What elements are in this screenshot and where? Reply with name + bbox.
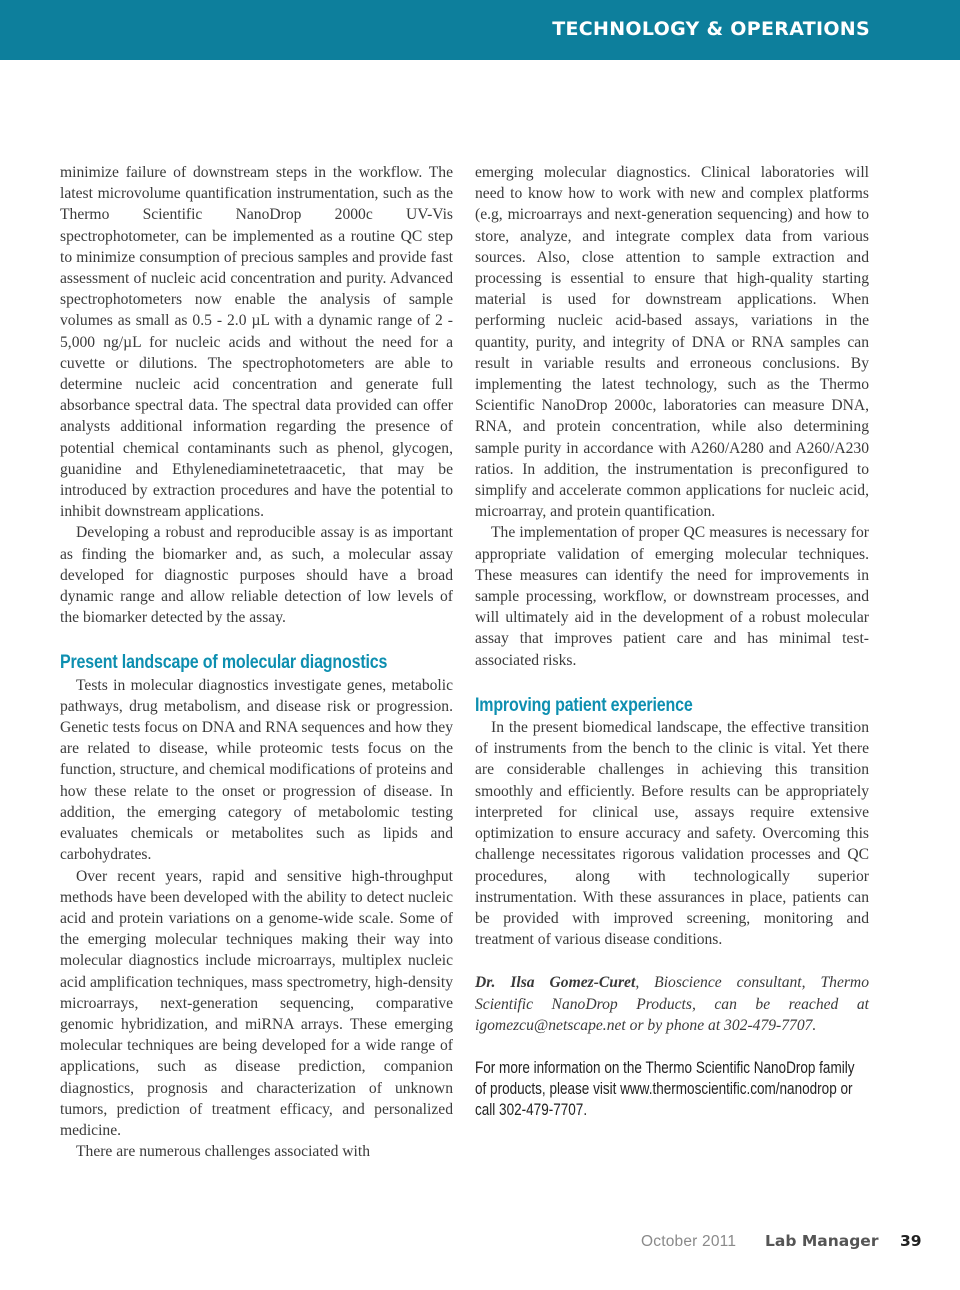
author-bio-text: , Bioscience consultant, Thermo Scientific NanoDrop Products, can be reached at igomezcu@netscape.net or by phone at 302-479-7707.: [475, 974, 869, 1034]
page-number: 39: [900, 1232, 922, 1250]
author-bio: [475, 972, 869, 1036]
section-banner: [0, 0, 960, 60]
right-column: [475, 162, 869, 1121]
issue-date: October 2011: [641, 1233, 737, 1250]
paragraph: Over recent years, rapid and sensitive high-throughput methods have been developed with the ability to detect nucleic acid and protein variations on a genome-wide scale. Some of the emerging molecular techniques making their way into molecular diagnostics include microarrays, multiplex nucleic acid amplification techniques, mass spectrometry, high-density microarrays, next-generation sequencing, comparative genomic hybridization, and miRNA arrays. These emerging molecular techniques are being developed for a wide range of applications, such as disease prediction, companion diagnostics, prognosis and characterization of unknown tumors, prediction of treatment efficacy, and personalized medicine.: [60, 867, 453, 1139]
section-heading: Improving patient experience: [475, 693, 693, 716]
paragraph: In the present biomedical landscape, the effective transition of instruments from the bench to the clinic is vital. Yet there are considerable challenges in achieving this transition smoothly and efficiently. Before results can be appropriately interpreted for clinical use, assays require extensive optimization to ensure accuracy and safety. Overcoming this challenge necessitates rigorous validation processes and QC procedures, along with technologically superior instrumentation. With these assurances in place, patients can be provided with improved screening, monitoring and treatment of various disease conditions.: [475, 719, 869, 949]
paragraph: There are numerous challenges associated with: [76, 1143, 370, 1161]
paragraph: Tests in molecular diagnostics investigate genes, metabolic pathways, drug metabolism, and disease risk or progression. Genetic tests focus on DNA and RNA sequences and how they are related to disease, while proteomic tests focus on the function, structure, and chemical modifications of proteins and how these relate to the onset or progression of disease. In addition, the emerging category of metabolomic testing evaluates chemicals or metabolites such as lipids and carbohydrates.: [60, 676, 453, 864]
author-name: Dr. Ilsa Gomez-Curet: [475, 974, 636, 992]
magazine-name: Lab Manager: [765, 1232, 879, 1250]
section-heading: Present landscape of molecular diagnostics: [60, 651, 388, 674]
more-info-note: For more information on the Thermo Scientific NanoDrop family of products, please visit www.thermoscientific.com/nanodrop or call 302-479-7707.: [475, 1058, 855, 1119]
left-column: [60, 162, 453, 1162]
paragraph: Developing a robust and reproducible assay is as important as finding the biomarker and, as such, a molecular assay developed for diagnostic purposes should have a broad dynamic range and allow reliable detection of low levels of the biomarker detected by the assay.: [60, 524, 453, 627]
paragraph: minimize failure of downstream steps in the workflow. The latest microvolume quantification instrumentation, such as the Thermo Scientific NanoDrop 2000c UV-Vis spectrophotometer, can be implemented as a routine QC step to minimize consumption of precious samples and provide fast assessment of nucleic acid concentration and purity. Advanced spectrophotometers now enable the analysis of sample volumes as small as 0.5 - 2.0 µL with a dynamic range of 2 - 5,000 ng/µL for nucleic acids and without the need for a cuvette or dilutions. The spectrophotometers are able to determine nucleic acid concentration and generate full absorbance spectral data. The spectral data provided can offer analysts additional information regarding the presence of potential chemical contaminants such as phenol, glycogen, guanidine and Ethylenediaminetetraacetic, that may be introduced by extraction procedures and have the potential to inhibit downstream applications.: [60, 164, 453, 521]
paragraph: The implementation of proper QC measures is necessary for appropriate validation of emerging molecular techniques. These measures can identify the need for improvements in sample processing, workflow, or downstream processes, and will ultimately aid in the development of a robust molecular assay that improves patient care and has minimal test-associated risks.: [475, 524, 869, 669]
section-title: TECHNOLOGY & OPERATIONS: [552, 18, 870, 40]
paragraph: emerging molecular diagnostics. Clinical laboratories will need to know how to work with new and complex platforms (e.g, microarrays and next-generation sequencing) and how to store, analyze, and integrate complex data from various sources. Also, close attention to sample extraction and processing is essential to ensure that high-quality starting material is used for downstream applications. When performing nucleic acid-based assays, variations in the quantity, purity, and integrity of DNA or RNA samples can result in variable results and erroneous conclusions. By implementing the latest technology, such as the Thermo Scientific NanoDrop 2000c, laboratories can measure DNA, RNA, and protein concentration, while also determining sample purity in accordance with A260/A280 and A260/A230 ratios. In addition, the instrumentation is preconfigured to simplify and accelerate common applications for nucleic acid, microarray, and protein quantification.: [475, 164, 869, 521]
